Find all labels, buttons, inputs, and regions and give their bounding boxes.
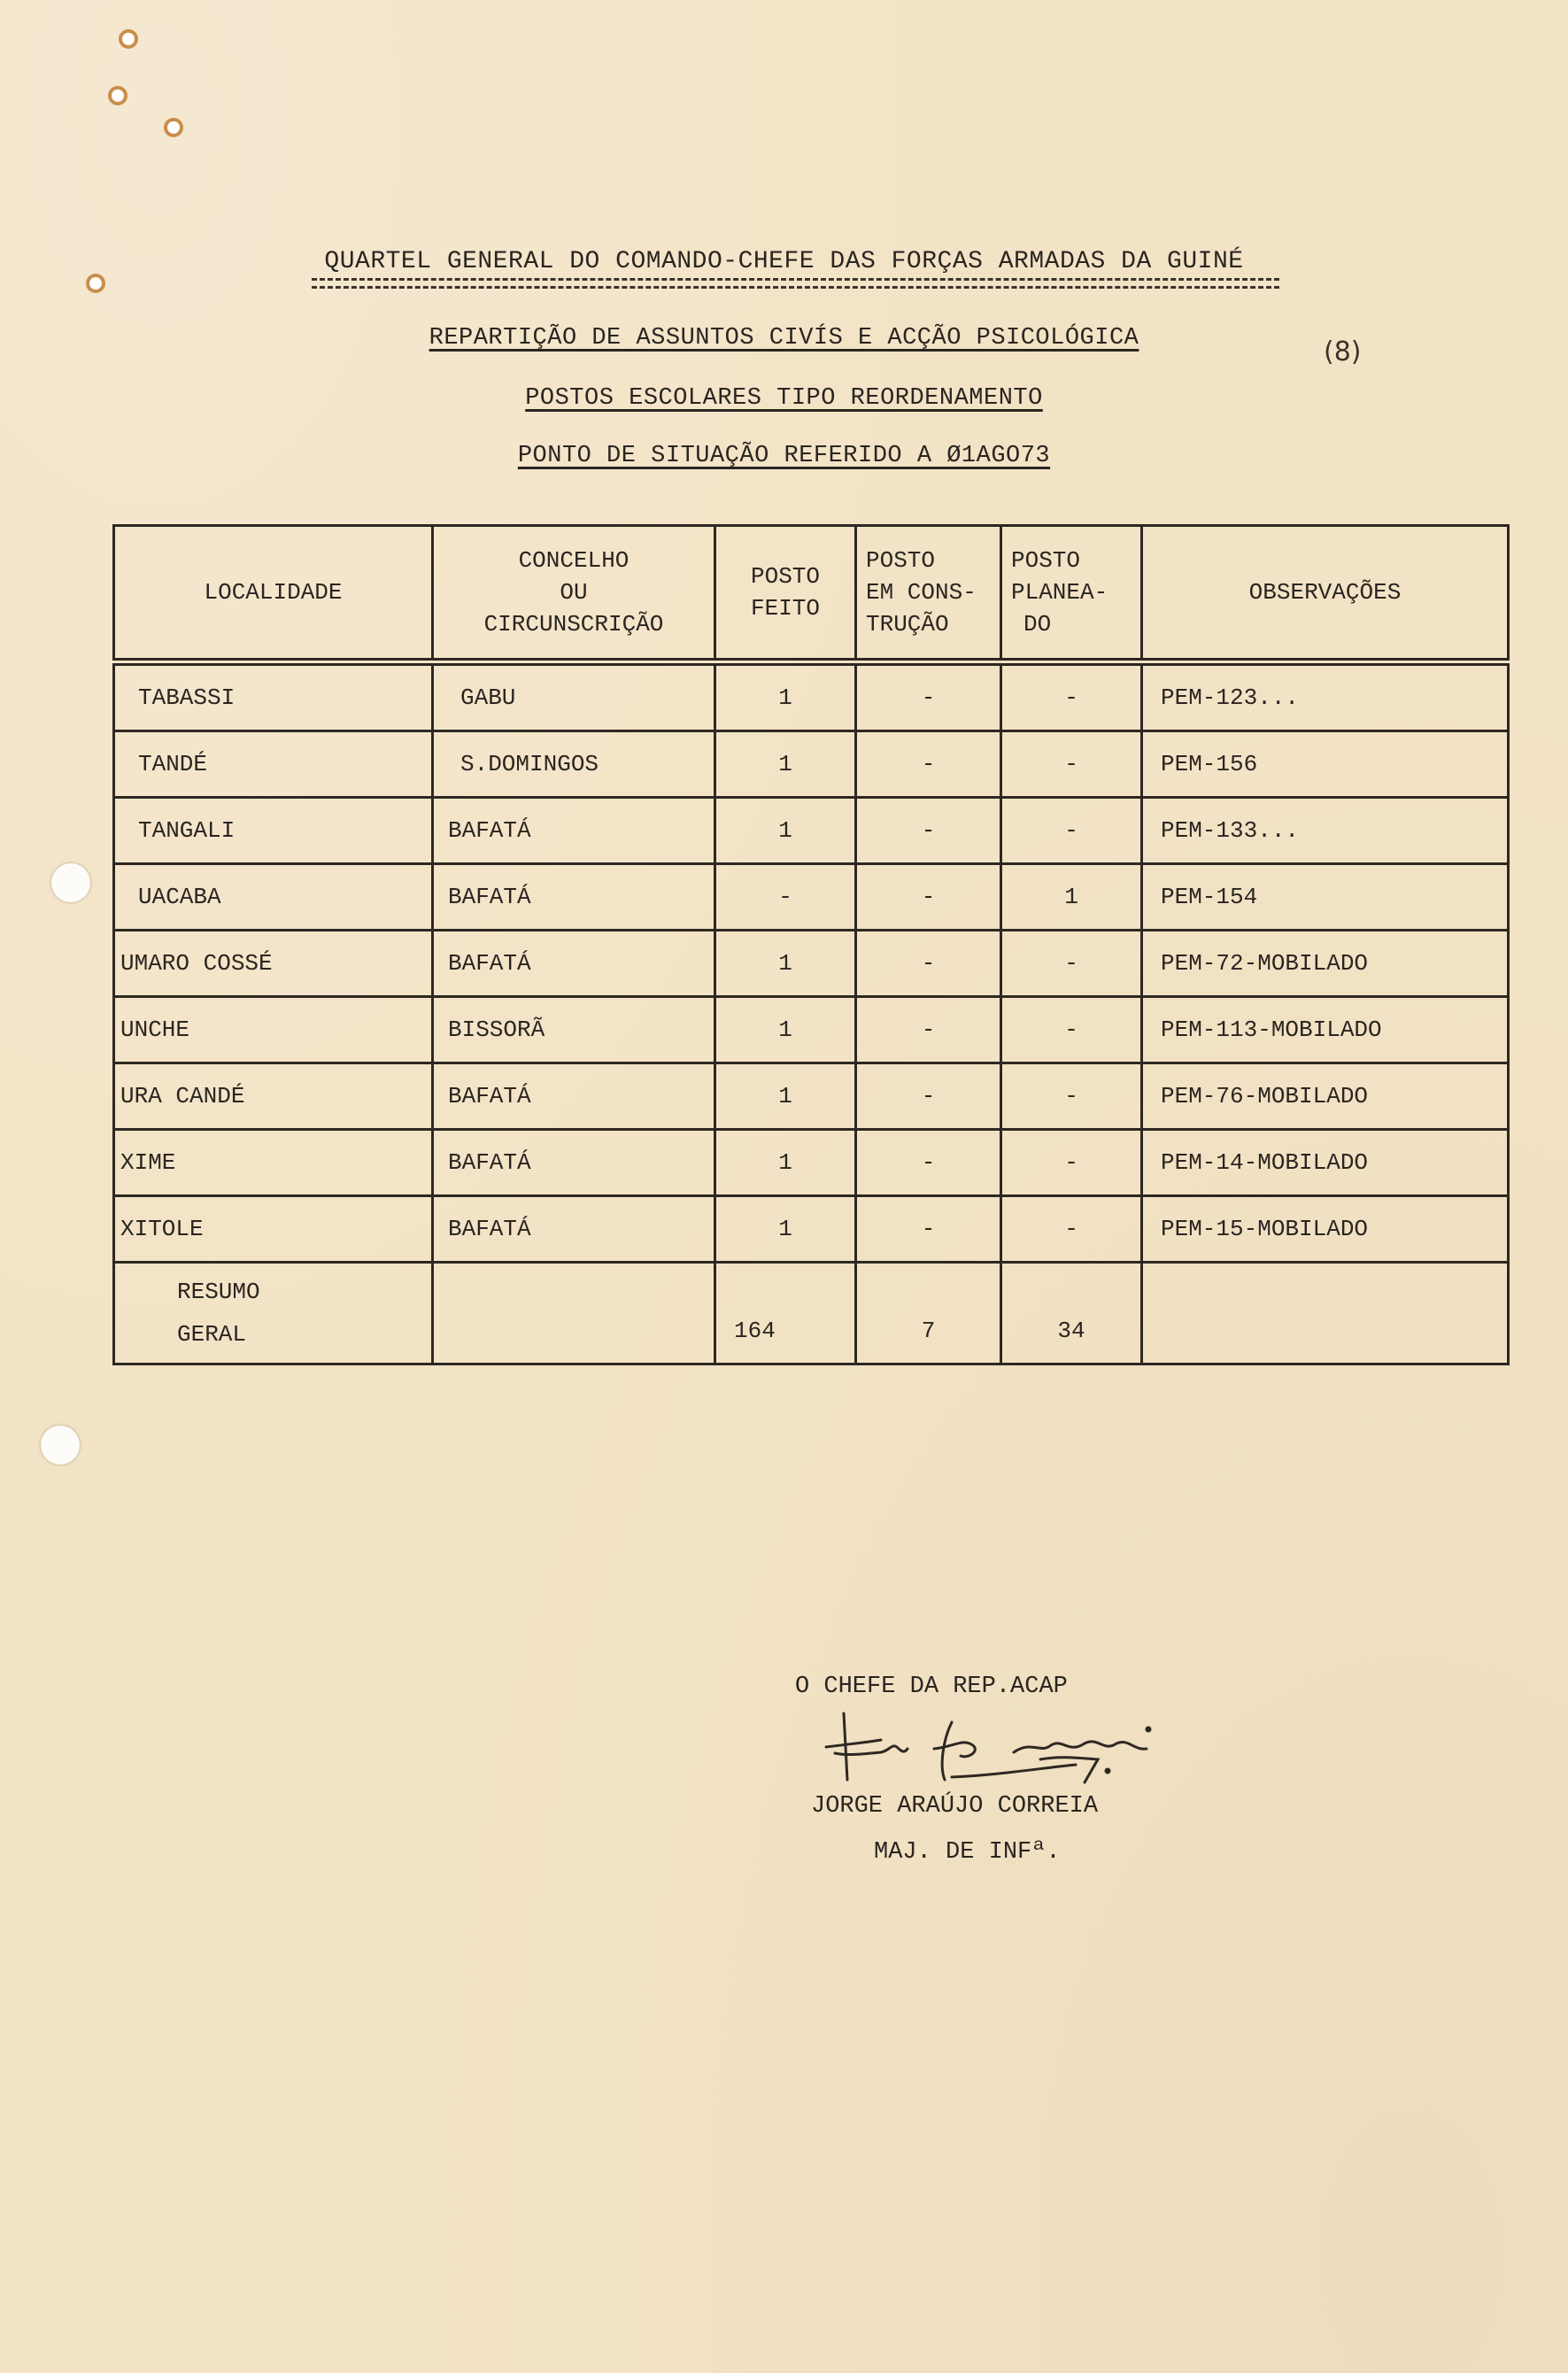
table-row (114, 997, 1509, 1063)
summary-concelho-empty (433, 1263, 715, 1364)
schools-table (112, 524, 1510, 1365)
table-row (114, 798, 1509, 864)
cell-localidade: UMARO COSSÉ (114, 931, 433, 997)
cell-planeado: - (1001, 798, 1142, 864)
cell-construcao: - (856, 798, 1001, 864)
cell-feito: 1 (715, 798, 856, 864)
table-row (114, 662, 1509, 731)
table-row (114, 1063, 1509, 1130)
cell-localidade: XITOLE (114, 1196, 433, 1263)
cell-construcao: - (856, 997, 1001, 1063)
cell-observacoes: PEM-76-MOBILADO (1142, 1063, 1509, 1130)
punch-mark (167, 121, 180, 134)
col-header-posto-feito: POSTO FEITO (715, 526, 856, 662)
signatory-name: JORGE ARAÚJO CORREIA (811, 1793, 1099, 1820)
cell-planeado: - (1001, 1130, 1142, 1196)
cell-observacoes: PEM-123... (1142, 662, 1509, 731)
cell-construcao: - (856, 1196, 1001, 1263)
col-header-concelho: CONCELHO OU CIRCUNSCRIÇÃO (433, 526, 715, 662)
punch-mark (89, 277, 102, 290)
signatory-rank: MAJ. DE INFª. (874, 1839, 1061, 1866)
summary-construcao: 7 (856, 1263, 1001, 1364)
summary-feito: 164 (715, 1263, 856, 1364)
cell-concelho: BAFATÁ (433, 798, 715, 864)
cell-localidade: TABASSI (114, 662, 433, 731)
table-header-row (114, 526, 1509, 662)
header-line-2: REPARTIÇÃO DE ASSUNTOS CIVÍS E ACÇÃO PSICOLÓGICA (429, 325, 1139, 352)
cell-planeado: - (1001, 931, 1142, 997)
table-row (114, 1196, 1509, 1263)
signature-title: O CHEFE DA REP.ACAP (795, 1673, 1068, 1700)
cell-observacoes: PEM-113-MOBILADO (1142, 997, 1509, 1063)
cell-localidade: TANGALI (114, 798, 433, 864)
header-double-dash-rule (312, 278, 1279, 289)
cell-feito: 1 (715, 997, 856, 1063)
cell-feito: 1 (715, 931, 856, 997)
cell-localidade: UNCHE (114, 997, 433, 1063)
table-row (114, 1130, 1509, 1196)
cell-construcao: - (856, 731, 1001, 798)
cell-construcao: - (856, 1063, 1001, 1130)
cell-planeado: 1 (1001, 864, 1142, 931)
cell-feito: - (715, 864, 856, 931)
cell-feito: 1 (715, 1196, 856, 1263)
col-header-em-construcao: POSTO EM CONS- TRUÇÃO (856, 526, 1001, 662)
summary-label: RESUMO GERAL (114, 1263, 433, 1364)
cell-planeado: - (1001, 662, 1142, 731)
col-header-localidade: LOCALIDADE (114, 526, 433, 662)
handwritten-signature-icon (819, 1704, 1191, 1793)
table-row (114, 731, 1509, 798)
table-row (114, 931, 1509, 997)
cell-concelho: BAFATÁ (433, 1130, 715, 1196)
cell-concelho: BAFATÁ (433, 1196, 715, 1263)
cell-construcao: - (856, 1130, 1001, 1196)
cell-construcao: - (856, 864, 1001, 931)
cell-localidade: TANDÉ (114, 731, 433, 798)
cell-planeado: - (1001, 1063, 1142, 1130)
cell-feito: 1 (715, 731, 856, 798)
cell-observacoes: PEM-14-MOBILADO (1142, 1130, 1509, 1196)
binder-hole (51, 863, 90, 902)
col-header-planeado: POSTO PLANEA- DO (1001, 526, 1142, 662)
header-line-1: QUARTEL GENERAL DO COMANDO-CHEFE DAS FORÇAS ARMADAS DA GUINÉ (324, 248, 1244, 275)
cell-observacoes: PEM-154 (1142, 864, 1509, 931)
cell-concelho: S.DOMINGOS (433, 731, 715, 798)
page-number: (8) (1324, 336, 1362, 367)
binder-hole (41, 1426, 80, 1465)
cell-feito: 1 (715, 1063, 856, 1130)
cell-concelho: BISSORÃ (433, 997, 715, 1063)
cell-feito: 1 (715, 662, 856, 731)
summary-planeado: 34 (1001, 1263, 1142, 1364)
cell-observacoes: PEM-156 (1142, 731, 1509, 798)
punch-mark (112, 89, 124, 102)
table-row (114, 864, 1509, 931)
summary-observacoes-empty (1142, 1263, 1509, 1364)
cell-concelho: GABU (433, 662, 715, 731)
cell-feito: 1 (715, 1130, 856, 1196)
cell-construcao: - (856, 662, 1001, 731)
summary-row (114, 1263, 1509, 1364)
cell-concelho: BAFATÁ (433, 1063, 715, 1130)
cell-observacoes: PEM-133... (1142, 798, 1509, 864)
cell-observacoes: PEM-72-MOBILADO (1142, 931, 1509, 997)
cell-localidade: XIME (114, 1130, 433, 1196)
cell-concelho: BAFATÁ (433, 864, 715, 931)
cell-observacoes: PEM-15-MOBILADO (1142, 1196, 1509, 1263)
cell-localidade: URA CANDÉ (114, 1063, 433, 1130)
cell-planeado: - (1001, 731, 1142, 798)
cell-planeado: - (1001, 1196, 1142, 1263)
cell-localidade: UACABA (114, 864, 433, 931)
cell-concelho: BAFATÁ (433, 931, 715, 997)
col-header-observacoes: OBSERVAÇÕES (1142, 526, 1509, 662)
cell-construcao: - (856, 931, 1001, 997)
cell-planeado: - (1001, 997, 1142, 1063)
header-line-4: PONTO DE SITUAÇÃO REFERIDO A Ø1AGO73 (517, 443, 1051, 469)
header-line-3: POSTOS ESCOLARES TIPO REORDENAMENTO (525, 385, 1043, 412)
punch-mark (122, 33, 135, 45)
